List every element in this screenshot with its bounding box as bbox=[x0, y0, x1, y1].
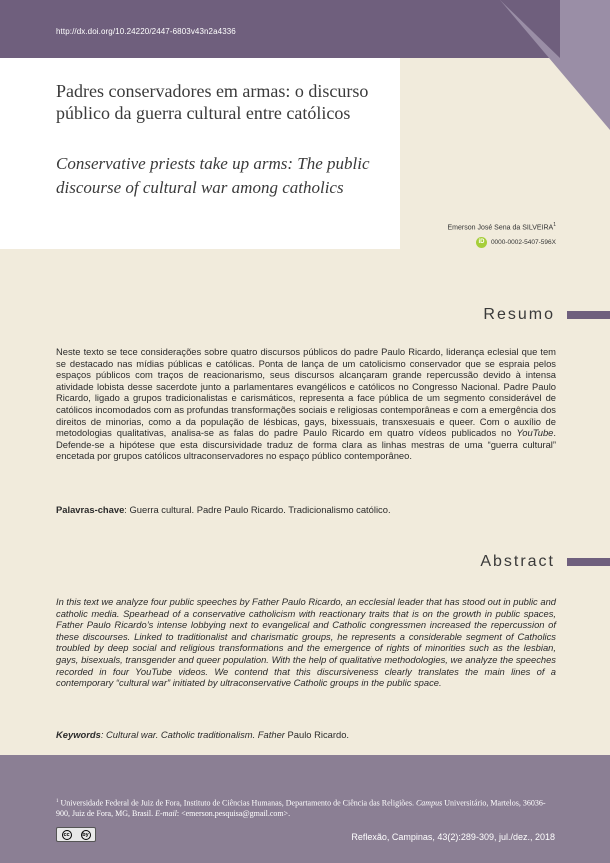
resumo-body bbox=[56, 346, 556, 462]
resumo-keywords-text: : Guerra cultural. Padre Paulo Ricardo. Tradicionalismo católico. bbox=[124, 504, 391, 515]
abstract-body: In this text we analyze four public speeches by Father Paulo Ricardo, an ecclesial leader that has stood out in public and catholic media. Spearhead of a conservative catholicism with reactionary traits that is on the growth in public spaces, Father Paulo Ricardo’s intense lobbying next to evangelical and Catholic congressmen increased the repercussion of these discourses. Linked to traditionalist and charismatic groups, he represents a considerable segment of Catholics troubled by deep social and religious transformations and the emergence of rights of minorities such as the lesbian, gays, bisexuals, transgender and queer population. With the help of qualitative methodologies, we analyze the speeches recorded in four YouTube videos. We contend that this discursiveness clearly translates the main lines of a contemporary “cultural war” initiated by ultraconservative Catholic groups in the public space. bbox=[56, 596, 556, 689]
resumo-keywords-label: Palavras-chave bbox=[56, 504, 125, 515]
author-name bbox=[448, 222, 557, 231]
resumo-body-italic: YouTube bbox=[516, 427, 554, 439]
footnote-mark: 1 bbox=[56, 799, 59, 804]
orcid-icon: iD bbox=[476, 237, 487, 248]
orcid-line[interactable] bbox=[476, 237, 556, 248]
corner-decoration bbox=[500, 0, 610, 130]
footnote-address: Universitário, Martelos, 36036-900, Juiz de Fora, MG, Brasil. bbox=[56, 798, 546, 818]
abstract-heading: Abstract bbox=[480, 553, 555, 570]
abstract-keywords-end: Paulo Ricardo. bbox=[287, 729, 350, 740]
doi-link[interactable]: http://dx.doi.org/10.24220/2447-6803v43n2a4336 bbox=[56, 27, 236, 36]
resumo-bar bbox=[567, 311, 610, 319]
title-english: Conservative priests take up arms: The public discourse of cultural war among catholics bbox=[56, 154, 370, 197]
footnote-email-label: E-mail bbox=[155, 808, 177, 818]
title-portuguese: Padres conservadores em armas: o discurso público da guerra cultural entre católicos bbox=[56, 81, 369, 123]
abstract-keywords bbox=[56, 729, 556, 741]
cc-license-badge[interactable] bbox=[56, 827, 96, 842]
cc-icon: cc bbox=[63, 831, 70, 838]
resumo-body-end: . Defende-se a hipótese que esta discursividade traduz de forma clara as linhas mestras de uma “guerra cultural” encetada por grupos católicos ultraconservadores no espaço público contemporâneo. bbox=[56, 427, 556, 462]
affiliation-footnote bbox=[56, 797, 556, 819]
resumo-keywords bbox=[56, 504, 556, 516]
abstract-bar bbox=[567, 558, 610, 566]
by-icon: by bbox=[82, 831, 89, 838]
author-footnote-mark: 1 bbox=[553, 222, 556, 228]
author-name-text: Emerson José Sena da SILVEIRA bbox=[447, 224, 554, 232]
abstract-keywords-label: Keywords bbox=[56, 729, 101, 740]
footnote-campus: Campus bbox=[415, 798, 443, 808]
footnote-text: Universidade Federal de Juiz de Fora, Instituto de Ciências Humanas, Departamento de Ciência das Religiões. bbox=[58, 798, 416, 808]
resumo-body-text: Neste texto se tece considerações sobre quatro discursos públicos do padre Paulo Ricardo, liderança eclesial que tem se destacado nas mídias públicas e católicas. Ponta de lança de um catolicismo conservador que se espraia pelos espaços públicos com traços de reacionarismo, seus discursos alcançaram grande repercussão devido à intensa atividade lobista desse sacerdote junto a parlamentares evangélicos e católicos no Congresso Nacional. Padre Paulo Ricardo, ligado a grupos tradicionalistas e carismáticos, representa a face pública de um segmento considerável de católicos incomodados com as profundas transformações sociais e religiosas contemporâneas e com a emergência dos direitos de minorias, como a da população de lésbicas, gays, bixessuais, transxesuais e queer. Com o auxílio de metodologias qualitativas, analisa-se as falas do padre Paulo Ricardo em quatro vídeos publicados no bbox=[56, 346, 556, 439]
orcid-id[interactable]: 0000-0002-5407-596X bbox=[490, 239, 556, 246]
citation: Reflexão, Campinas, 43(2):289-309, jul./dez., 2018 bbox=[351, 832, 555, 842]
abstract-keywords-text: : Cultural war. Catholic traditionalism. Father bbox=[100, 729, 288, 740]
resumo-heading: Resumo bbox=[483, 306, 555, 323]
footnote-email[interactable]: : <emerson.pesquisa@gmail.com>. bbox=[176, 808, 291, 818]
